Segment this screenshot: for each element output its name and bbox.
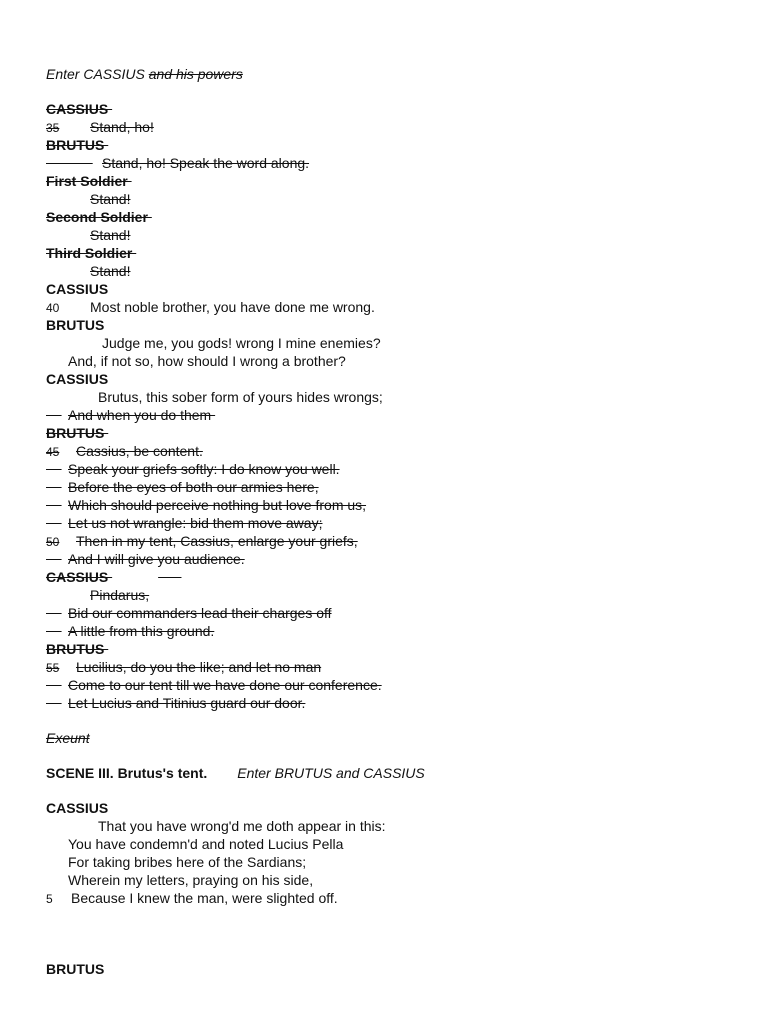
verse-text: Stand, ho! Speak the word along. (102, 155, 310, 171)
strike-mark (46, 460, 68, 478)
verse-line (46, 550, 245, 568)
verse-text: Before the eyes of both our armies here, (68, 479, 319, 495)
verse-line (46, 226, 130, 244)
verse-text: And when you do them (68, 407, 216, 423)
speaker-name (46, 316, 104, 334)
speaker-name (46, 100, 112, 118)
verse-line (46, 388, 383, 406)
speaker-name (46, 172, 132, 190)
speaker-name-text: BRUTUS (46, 317, 105, 333)
verse-text: And I will give you audience. (68, 551, 245, 567)
strike-mark (46, 550, 68, 568)
speaker-name-text: CASSIUS (46, 281, 109, 297)
strike-mark (46, 478, 68, 496)
scene-stage-direction: Enter BRUTUS and CASSIUS (237, 765, 425, 781)
verse-text: Brutus, this sober form of yours hides wrongs; (98, 389, 383, 405)
verse-text: Stand! (90, 227, 131, 243)
strike-mark (158, 569, 181, 585)
verse-line (46, 658, 321, 677)
verse-text: You have condemn'd and noted Lucius Pella (68, 836, 344, 852)
stage-direction-text: Enter CASSIUS (46, 66, 149, 82)
line-number: 50 (46, 535, 60, 549)
speaker-name (46, 799, 108, 817)
verse-text: Judge me, you gods! wrong I mine enemies? (102, 335, 381, 351)
scene-title: SCENE III. Brutus's tent. (46, 765, 208, 781)
speaker-name-text: First Soldier (46, 173, 132, 189)
verse-line (46, 676, 382, 694)
stage-direction-text: Exeunt (46, 730, 90, 746)
verse-text: Stand! (90, 263, 131, 279)
verse-line (46, 514, 322, 532)
verse-text: Stand! (90, 191, 131, 207)
speaker-name (46, 280, 108, 298)
verse-line (46, 622, 214, 640)
verse-line (46, 694, 305, 712)
verse-text: Cassius, be content. (76, 443, 203, 459)
verse-text: Then in my tent, Cassius, enlarge your griefs, (76, 533, 358, 549)
verse-line (46, 496, 366, 514)
scene-heading (46, 764, 425, 782)
verse-text: And, if not so, how should I wrong a brother? (68, 353, 346, 369)
verse-line (46, 298, 375, 317)
speaker-name (46, 208, 152, 226)
speaker-name-text: CASSIUS (46, 101, 113, 117)
strike-mark (46, 622, 68, 640)
verse-line (46, 871, 313, 889)
verse-text: Come to our tent till we have done our conference. (68, 677, 382, 693)
verse-text: A little from this ground. (68, 623, 215, 639)
verse-line (46, 817, 386, 835)
verse-text: Lucilius, do you the like; and let no man (76, 659, 322, 675)
strike-mark (46, 496, 68, 514)
verse-text: Let us not wrangle: bid them move away; (68, 515, 323, 531)
speaker-name (46, 568, 181, 586)
verse-text: Which should perceive nothing but love from us, (68, 497, 367, 513)
line-number: 5 (46, 892, 53, 906)
verse-line (46, 262, 130, 280)
verse-text: Bid our commanders lead their charges off (68, 605, 332, 621)
verse-line (46, 478, 319, 496)
verse-line (46, 406, 215, 424)
verse-line (46, 853, 306, 871)
strike-mark (46, 604, 68, 622)
verse-text: For taking bribes here of the Sardians; (68, 854, 307, 870)
strike-mark (46, 154, 102, 172)
verse-line (46, 190, 130, 208)
speaker-name-text: BRUTUS (46, 961, 105, 977)
verse-text: Let Lucius and Titinius guard our door. (68, 695, 306, 711)
speaker-name-text: Second Soldier (46, 209, 152, 225)
strike-mark (46, 676, 68, 694)
stage-direction (46, 729, 90, 747)
stage-direction (46, 65, 243, 83)
verse-line (46, 442, 203, 461)
speaker-name (46, 424, 108, 442)
line-number: 45 (46, 445, 60, 459)
verse-text: Most noble brother, you have done me wrong. (90, 299, 375, 315)
verse-text: Wherein my letters, praying on his side, (68, 872, 314, 888)
speaker-name (46, 136, 108, 154)
speaker-name (46, 370, 108, 388)
strike-mark (46, 694, 68, 712)
strike-mark (46, 514, 68, 532)
strike-mark (46, 406, 68, 424)
verse-line (46, 334, 381, 352)
speaker-name (46, 244, 136, 262)
speaker-name-text: Third Soldier (46, 245, 137, 261)
verse-text: Speak your griefs softly: I do know you well. (68, 461, 340, 477)
speaker-name-text: CASSIUS (46, 371, 109, 387)
verse-text: That you have wrong'd me doth appear in this: (98, 818, 386, 834)
speaker-name-text: CASSIUS (46, 569, 113, 585)
line-number: 40 (46, 301, 60, 315)
verse-line (46, 118, 154, 137)
speaker-name (46, 960, 104, 978)
verse-line (46, 154, 309, 172)
verse-line (46, 835, 343, 853)
verse-text: Pindarus, (90, 587, 150, 603)
verse-line (46, 586, 149, 604)
line-number: 35 (46, 121, 60, 135)
verse-line (46, 352, 346, 370)
stage-direction-struck-text: and his powers (148, 66, 243, 82)
speaker-name-text: BRUTUS (46, 641, 109, 657)
verse-line (46, 604, 332, 622)
speaker-name-text: BRUTUS (46, 425, 109, 441)
verse-line (46, 889, 338, 908)
line-number: 55 (46, 661, 60, 675)
verse-line (46, 460, 340, 478)
verse-text: Because I knew the man, were slighted off. (71, 890, 338, 906)
speaker-name (46, 640, 108, 658)
speaker-name-text: BRUTUS (46, 137, 109, 153)
verse-text: Stand, ho! (90, 119, 154, 135)
speaker-name-text: CASSIUS (46, 800, 109, 816)
verse-line (46, 532, 358, 551)
